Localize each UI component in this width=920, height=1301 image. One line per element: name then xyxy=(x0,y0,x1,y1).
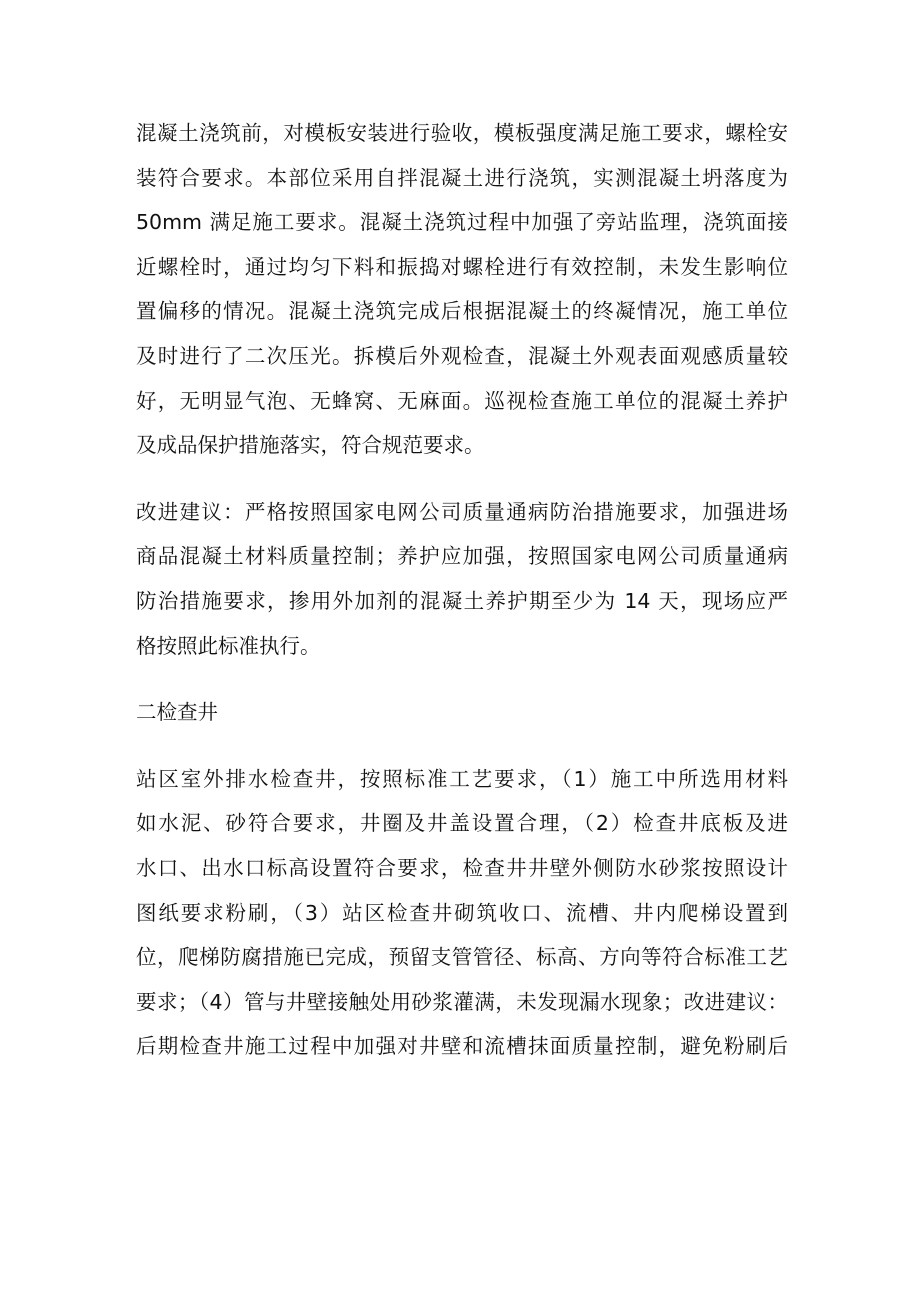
paragraph-inspection-well xyxy=(136,757,788,1069)
document-page xyxy=(136,111,788,1069)
text-line: 如水泥、砂符合要求，井圈及井盖设置合理，（2）检查井底板及进 xyxy=(136,811,788,836)
text-line: 及成品保护措施落实，符合规范要求。 xyxy=(136,433,485,458)
text-line: 水口、出水口标高设置符合要求，检查井井壁外侧防水砂浆按照设计 xyxy=(136,855,788,880)
text-line: 防治措施要求，掺用外加剂的混凝土养护期至少为 14 天，现场应严 xyxy=(136,588,788,613)
text-line: 近螺栓时，通过均匀下料和振捣对螺栓进行有效控制，未发生影响位 xyxy=(136,254,788,279)
text-line: 混凝土浇筑前，对模板安装进行验收，模板强度满足施工要求，螺栓安 xyxy=(136,121,788,145)
section-heading: 二检查井 xyxy=(136,700,218,725)
text-line: 图纸要求粉刷，（3）站区检查井砌筑收口、流槽、井内爬梯设置到 xyxy=(136,900,788,925)
text-line: 位，爬梯防腐措施已完成，预留支管管径、标高、方向等符合标准工艺 xyxy=(136,945,788,970)
paragraph-spacer xyxy=(136,668,788,690)
text-line: 要求；（4）管与井壁接触处用砂浆灌满，未发现漏水现象；改进建议： xyxy=(136,989,788,1014)
text-line: 装符合要求。本部位采用自拌混凝土进行浇筑，实测混凝土坍落度为 xyxy=(136,165,788,190)
text-line: 改进建议：严格按照国家电网公司质量通病防治措施要求，加强进场 xyxy=(136,499,788,524)
text-line: 后期检查井施工过程中加强对井壁和流槽抹面质量控制，避免粉刷后 xyxy=(136,1034,788,1059)
paragraph-improvement-suggestion xyxy=(136,490,788,668)
text-line: 置偏移的情况。混凝土浇筑完成后根据混凝土的终凝情况，施工单位 xyxy=(136,299,788,324)
text-line: 及时进行了二次压光。拆模后外观检查，混凝土外观表面观感质量较 xyxy=(136,343,788,368)
text-line: 好，无明显气泡、无蜂窝、无麻面。巡视检查施工单位的混凝土养护 xyxy=(136,388,788,413)
text-line: 站区室外排水检查井，按照标准工艺要求，（1）施工中所选用材料 xyxy=(136,766,788,791)
paragraph-spacer xyxy=(136,468,788,490)
text-line: 商品混凝土材料质量控制；养护应加强，按照国家电网公司质量通病 xyxy=(136,544,788,569)
text-line: 格按照此标准执行。 xyxy=(136,633,321,658)
paragraph-concrete-pouring xyxy=(136,111,788,468)
text-line: 50mm 满足施工要求。混凝土浇筑过程中加强了旁站监理，浇筑面接 xyxy=(136,210,788,235)
section-heading-inspection-well xyxy=(136,690,788,735)
paragraph-spacer xyxy=(136,735,788,757)
